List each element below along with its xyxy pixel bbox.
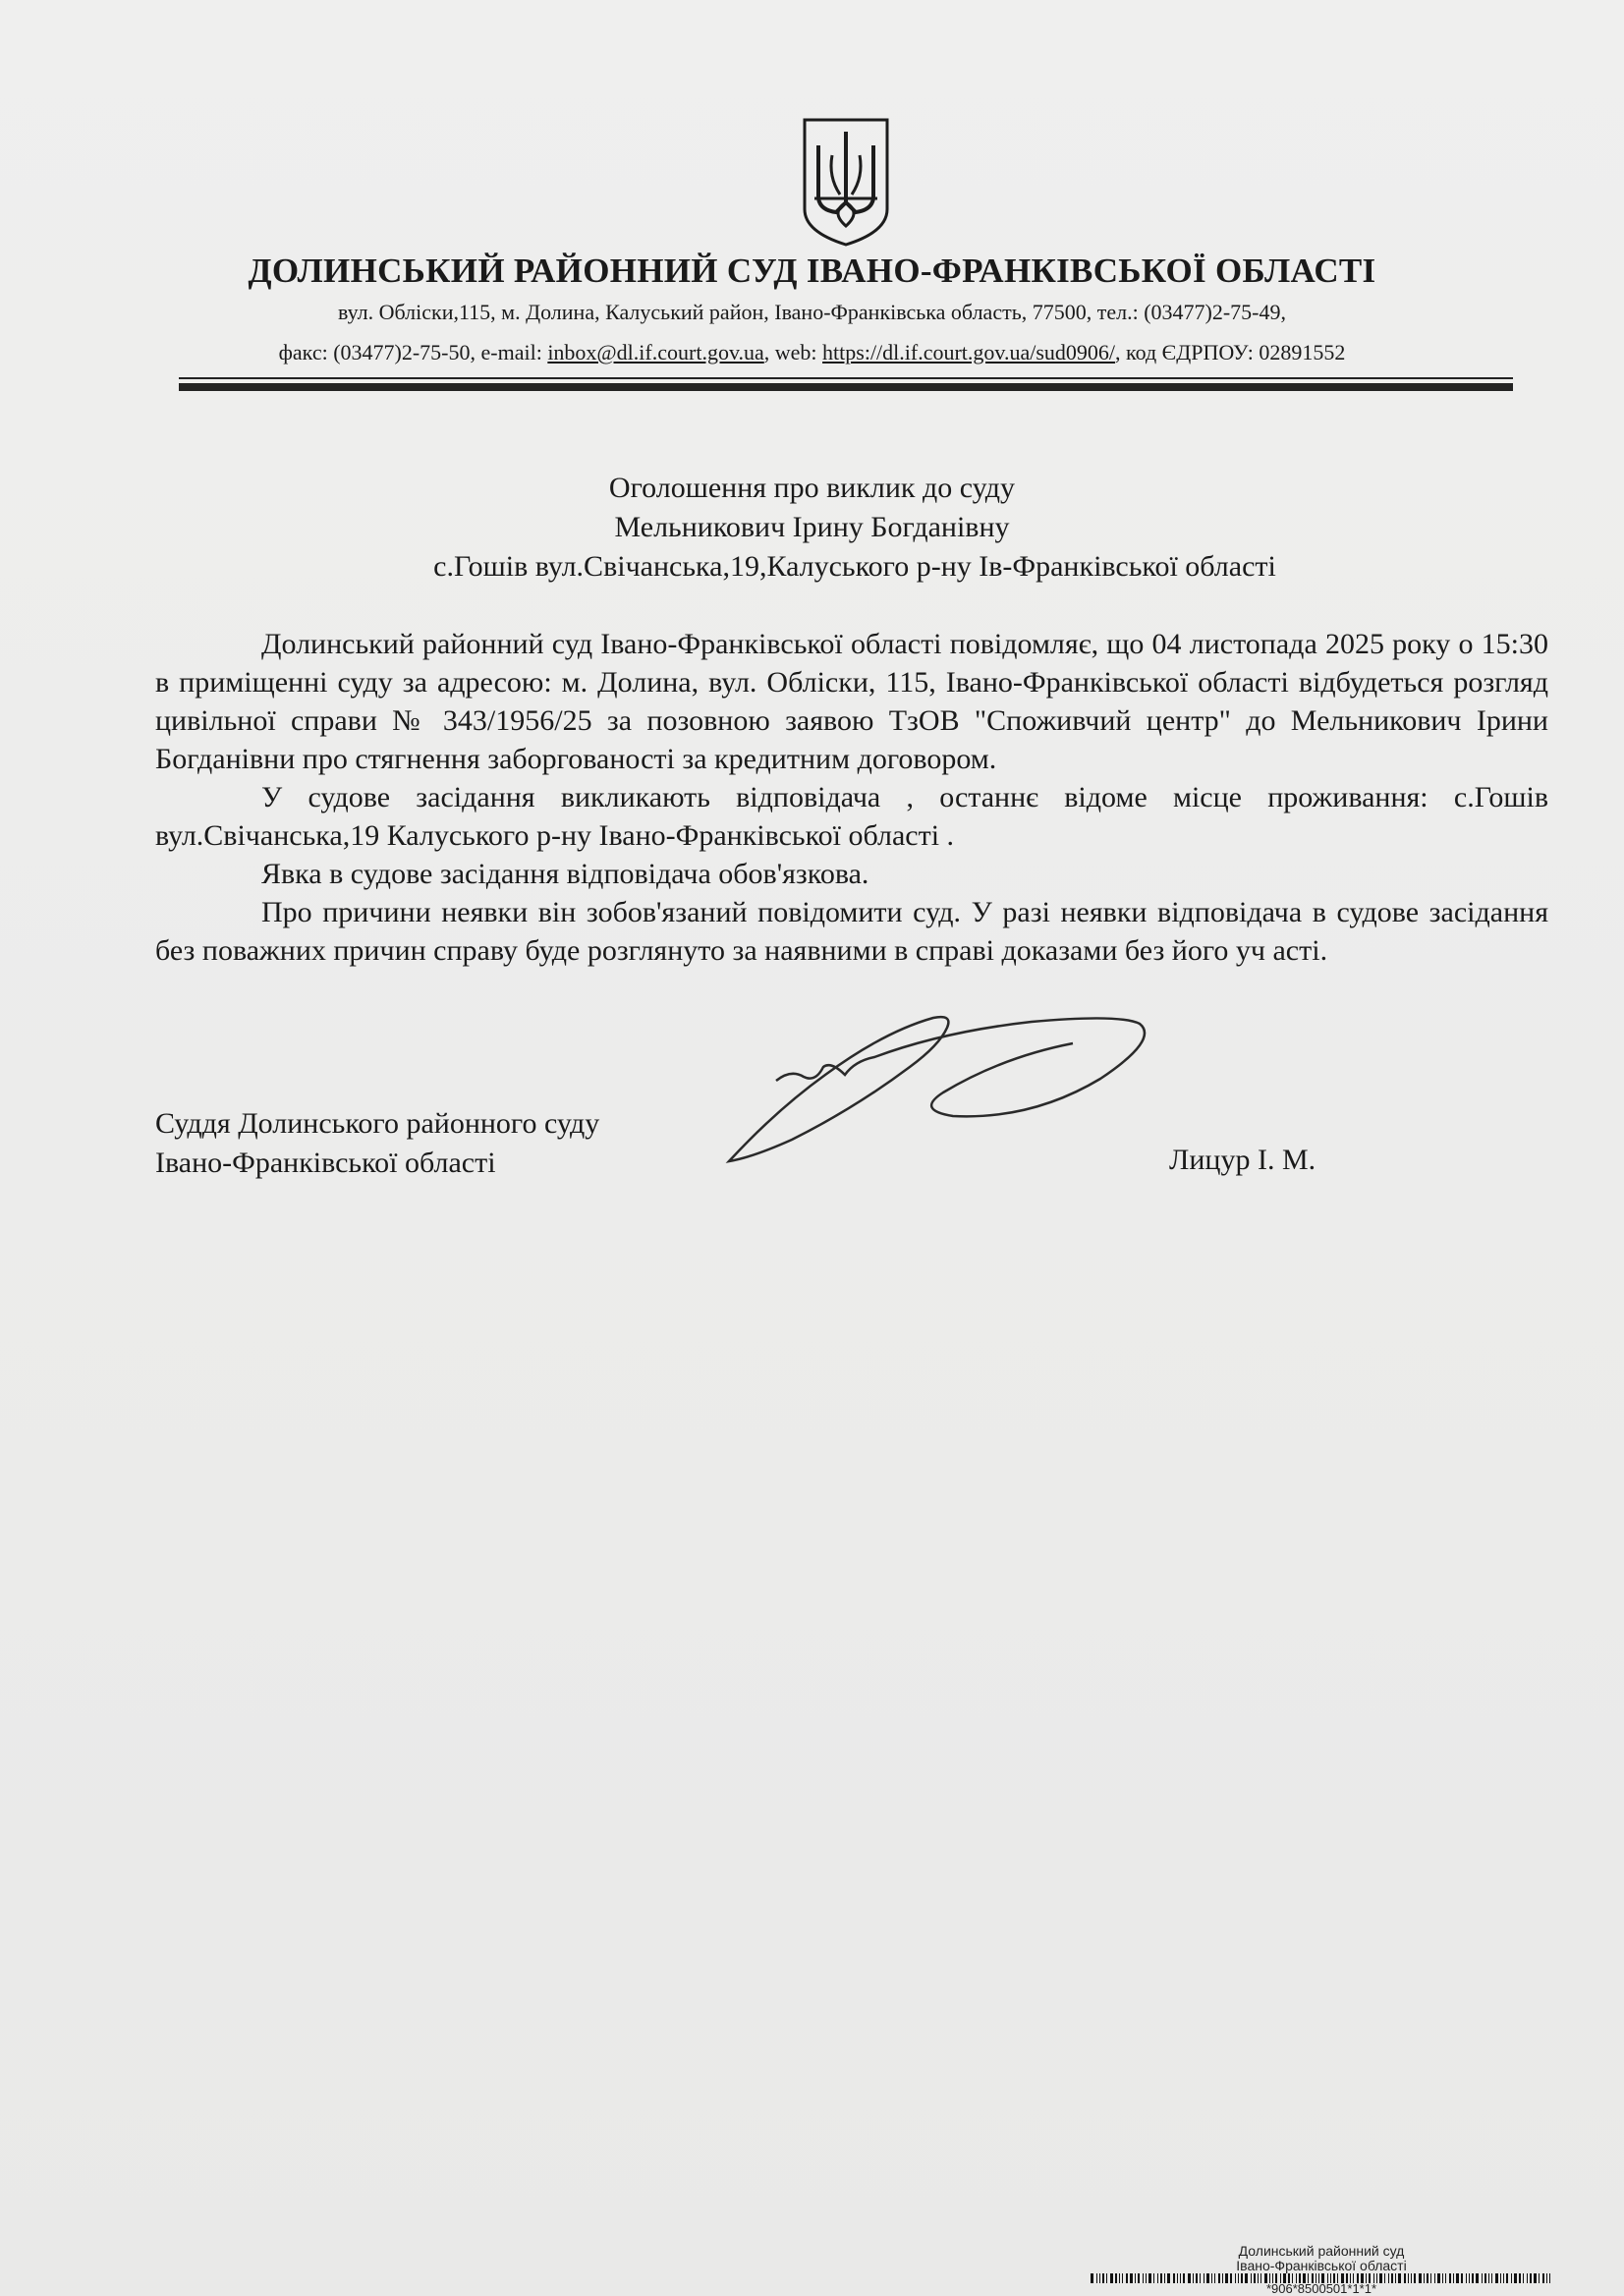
court-address-line: вул. Обліски,115, м. Долина, Калуський район, Івано-Франківська область, 77500, тел.: (03477)2-75-49, <box>337 300 1287 324</box>
judge-signature-icon <box>707 992 1218 1169</box>
paragraph-absence-consequences: Про причини неявки він зобов'язаний повідомити суд. У разі неявки відповідача в судове засідання без поважних причин справу буде розглянуто за наявними в справі доказами без його уч асті. <box>155 896 1548 967</box>
signer-title-line2: Івано-Франківської області <box>155 1147 496 1179</box>
header-divider-thick <box>179 383 1513 391</box>
fax-text: факс: (03477)2-75-50, e-mail: <box>278 340 548 364</box>
paragraph-hearing-info: Долинський районний суд Івано-Франківської області повідомляє, що 04 листопада 2025 року о 15:30 в приміщенні суду за адресою: м. Долина, вул. Обліски, 115, Івано-Франківської області відбудеться розгляд цивільної справи № 343/1956/25 за позовною заявою ТзОВ "Споживчий центр" до Мельникович Ірини Богданівни про стягнення заборгованості за кредитним договором. <box>155 628 1548 775</box>
paragraph-defendant-summons: У судове засідання викликають відповідача , останнє відоме місце проживання: с.Гошів вул.Свічанська,19 Калуського р-ну Івано-Франківської області . <box>155 781 1548 852</box>
web-link[interactable]: https://dl.if.court.gov.ua/sud0906/ <box>822 340 1116 364</box>
court-contacts-line <box>0 340 1624 365</box>
signer-name: Лицур І. М. <box>1169 1144 1316 1176</box>
summoned-person-address: с.Гошів вул.Свічанська,19,Калуського р-ну Ів-Франківської області <box>433 550 1276 583</box>
signer-title-line1: Суддя Долинського районного суду <box>155 1107 600 1140</box>
header-divider-thin <box>179 377 1513 379</box>
web-prefix-text: , web: <box>763 340 823 364</box>
notice-title: Оголошення про виклик до суду <box>608 472 1016 504</box>
coat-of-arms-icon <box>801 116 891 249</box>
stamp-line1: Долинський районний суд <box>1238 2243 1405 2259</box>
barcode-text: *906*8500501*1*1* <box>1265 2281 1377 2296</box>
signer-title <box>155 1104 599 1183</box>
paragraph-attendance: Явка в судове засідання відповідача обов'язкова. <box>261 858 869 890</box>
email-link[interactable]: inbox@dl.if.court.gov.ua <box>547 340 764 364</box>
edrpou-text: , код ЄДРПОУ: 02891552 <box>1115 340 1346 364</box>
stamp-line2: Івано-Франківської області <box>1236 2258 1407 2273</box>
registry-stamp <box>1091 2244 1552 2273</box>
notice-body <box>155 625 1548 970</box>
court-name-heading: ДОЛИНСЬКИЙ РАЙОННИЙ СУД ІВАНО-ФРАНКІВСЬКОЇ ОБЛАСТІ <box>248 252 1376 290</box>
summoned-person-name: Мельникович Ірину Богданівну <box>614 511 1010 543</box>
